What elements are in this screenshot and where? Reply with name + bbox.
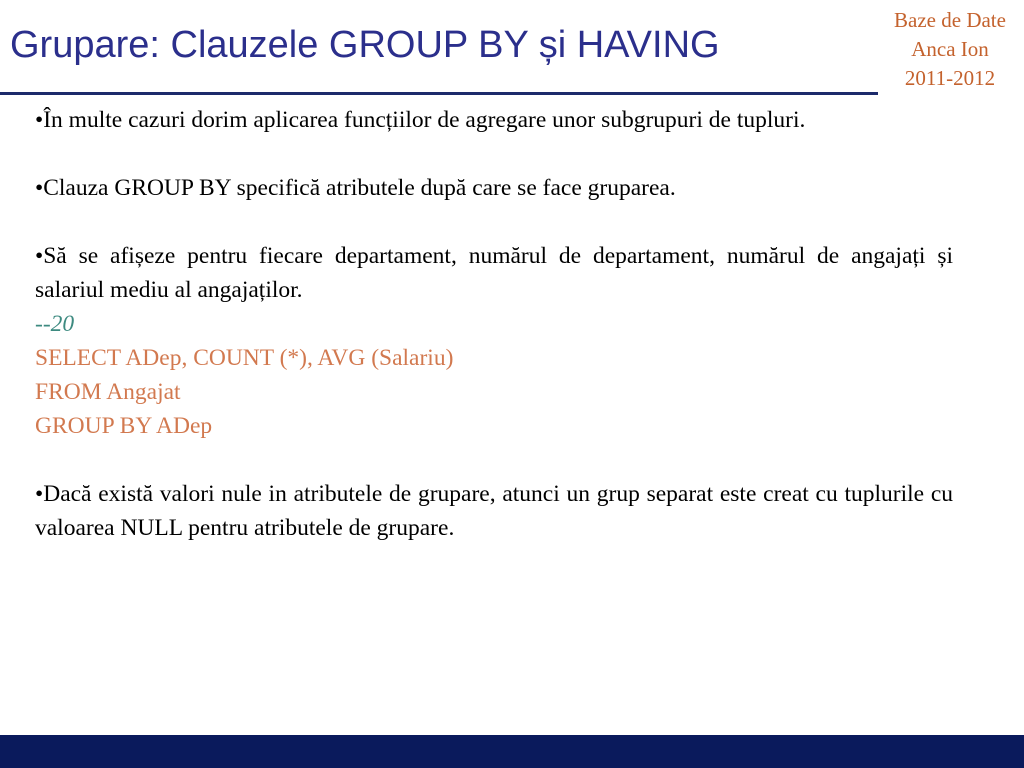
bullet-group-by-clause: •Clauza GROUP BY specifică atributele după care se face gruparea.: [35, 175, 676, 201]
code-line-from: FROM Angajat: [35, 379, 181, 405]
spacer: [35, 205, 953, 239]
author-name: Anca Ion: [911, 37, 989, 61]
slide-title: Grupare: Clauzele GROUP BY și HAVING: [10, 24, 720, 66]
code-line-select: SELECT ADep, COUNT (*), AVG (Salariu): [35, 345, 454, 371]
bullet-example-task: •Să se afișeze pentru fiecare departament, numărul de departament, numărul de angajați și salariul mediu al angajaților.: [35, 243, 953, 303]
slide-content: [35, 103, 953, 545]
course-name: Baze de Date: [894, 8, 1006, 32]
code-comment: [35, 307, 953, 341]
code-comment-prefix: --: [35, 311, 51, 337]
footer-band: [0, 735, 1024, 768]
bullet-null-grouping: •Dacă există valori nule in atributele de grupare, atunci un grup separat este creat cu tuplurile cu valoarea NULL pentru atributele de grupare.: [35, 481, 953, 541]
spacer: [35, 443, 953, 477]
spacer: [35, 137, 953, 171]
header-meta: [880, 6, 1020, 93]
bullet-aggregate-subgroups: •În multe cazuri dorim aplicarea funcțiilor de agregare unor subgrupuri de tupluri.: [35, 107, 806, 133]
title-divider: [0, 92, 878, 95]
academic-year: 2011-2012: [904, 66, 996, 90]
code-comment-number: 20: [50, 311, 75, 337]
code-line-group-by: GROUP BY ADep: [35, 413, 213, 439]
